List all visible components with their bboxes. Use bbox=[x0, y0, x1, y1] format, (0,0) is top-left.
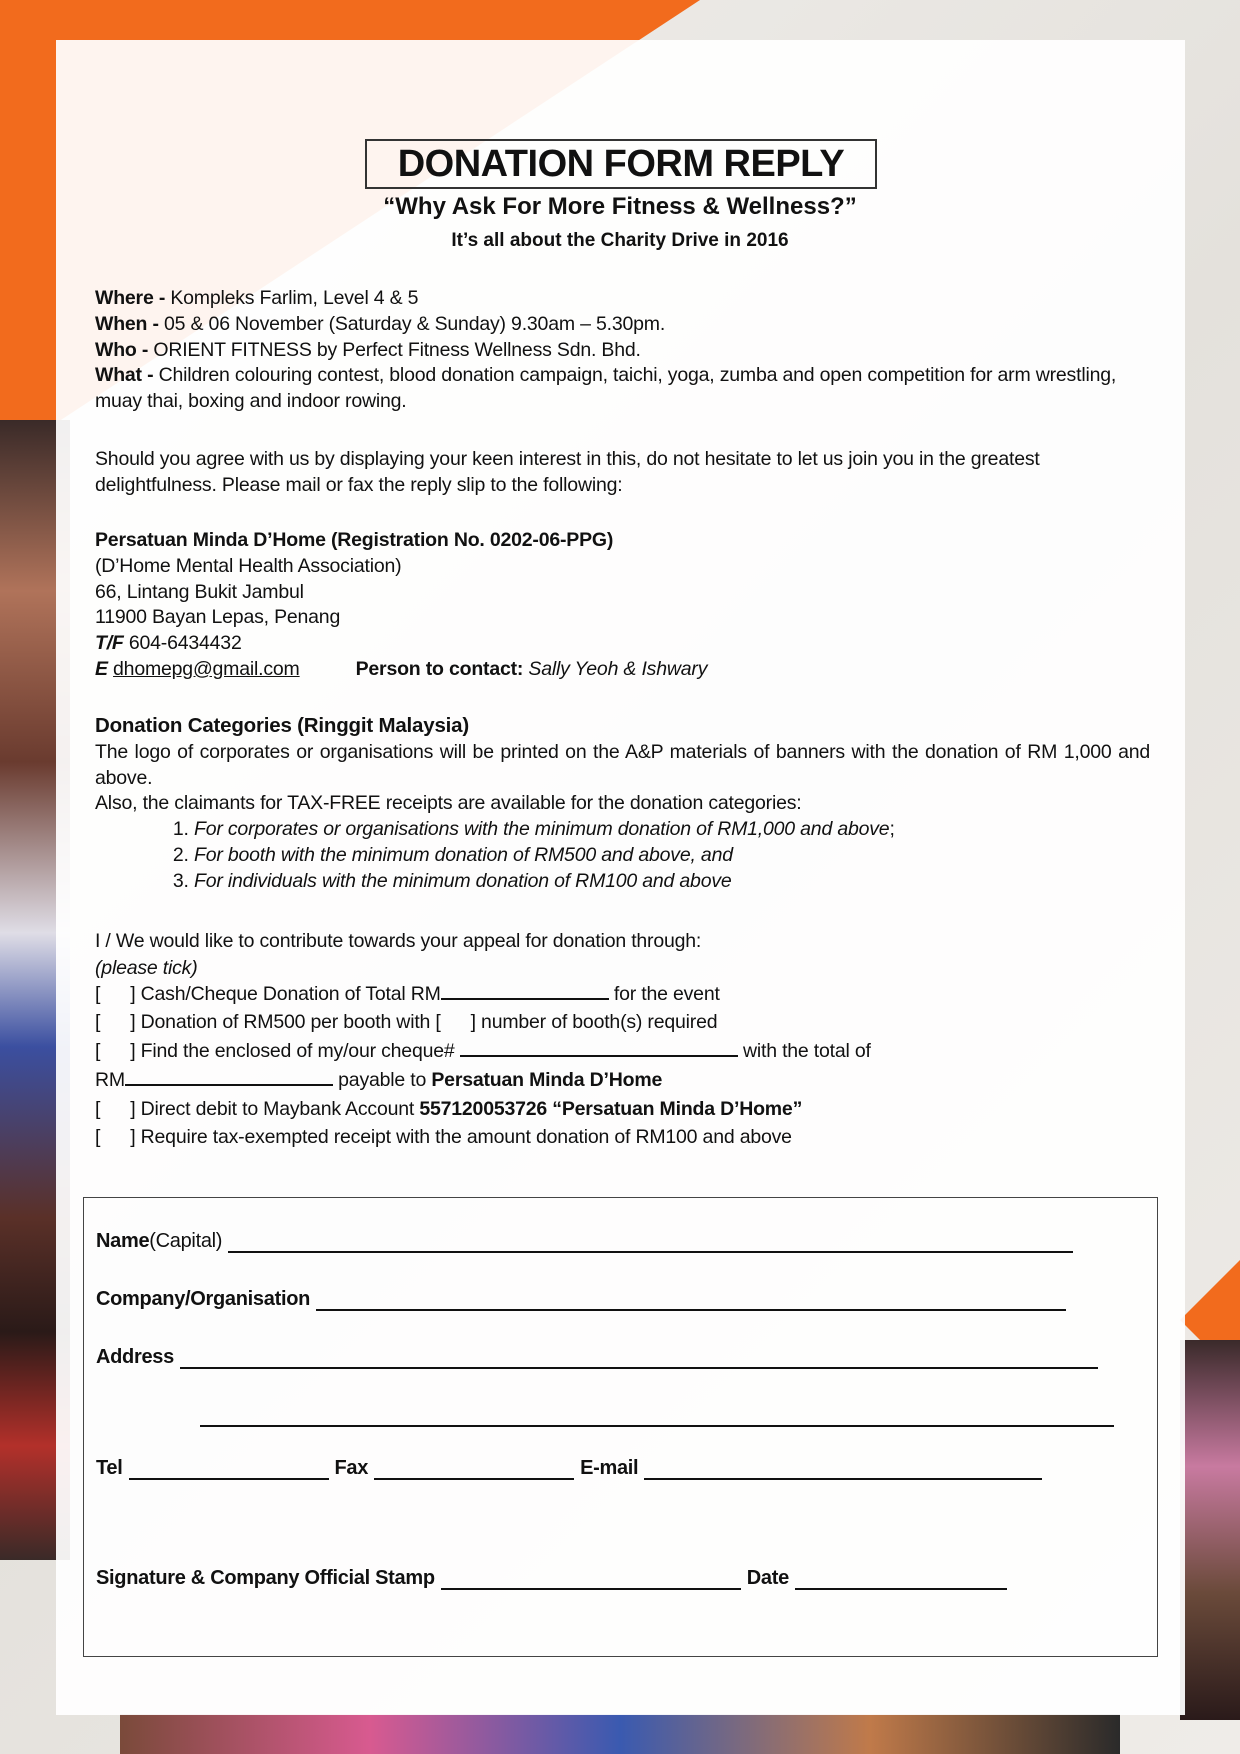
name-row bbox=[96, 1229, 1079, 1253]
tf-label: T/F bbox=[95, 632, 124, 655]
company-row bbox=[96, 1287, 1072, 1311]
who-value: ORIENT FITNESS by Perfect Fitness Wellness Sdn. Bhd. bbox=[148, 338, 641, 361]
address-field-2[interactable] bbox=[200, 1403, 1114, 1427]
reply-slip-form bbox=[83, 1197, 1158, 1657]
address-line-1: 66, Lintang Bukit Jambul bbox=[95, 580, 304, 603]
email-field[interactable] bbox=[644, 1456, 1042, 1480]
name-label: Name bbox=[96, 1230, 150, 1252]
category-item: 3. For individuals with the minimum donation of RM100 and above bbox=[194, 869, 1150, 895]
checkbox-cash[interactable]: [ bbox=[95, 982, 101, 1005]
option-direct-debit[interactable]: [ ] Direct debit to Maybank Account 557120053726 “Persatuan Minda D’Home” bbox=[95, 1097, 803, 1120]
tel-field[interactable] bbox=[129, 1456, 329, 1480]
option-cash[interactable]: [ ] Cash/Cheque Donation of Total RM for the event bbox=[95, 980, 1150, 1009]
when-value: 05 & 06 November (Saturday & Sunday) 9.30am – 5.30pm. bbox=[158, 312, 666, 335]
what-value: Children colouring contest, blood donation campaign, taichi, yoga, zumba and open competition for arm wrestling, muay thai, boxing and indoor rowing. bbox=[95, 364, 1117, 413]
when-label: When - bbox=[95, 312, 159, 335]
category-item: 1. For corporates or organisations with the minimum donation of RM1,000 and above; bbox=[194, 817, 1150, 843]
name-hint: (Capital) bbox=[149, 1230, 223, 1252]
where-value: Kompleks Farlim, Level 4 & 5 bbox=[165, 287, 419, 309]
page-title: DONATION FORM REPLY bbox=[365, 139, 877, 189]
org-english-name: (D’Home Mental Health Association) bbox=[95, 554, 402, 577]
fax-label: Fax bbox=[334, 1457, 369, 1479]
person-names: Sally Yeoh & Ishwary bbox=[528, 657, 708, 680]
signature-label: Signature & Company Official Stamp bbox=[96, 1567, 435, 1589]
org-name: Persatuan Minda D’Home (Registration No. 0202-06-PPG) bbox=[95, 529, 614, 551]
tagline: It’s all about the Charity Drive in 2016 bbox=[451, 230, 789, 251]
categories-text-2: Also, the claimants for TAX-FREE receipts are available for the donation categories: bbox=[95, 792, 802, 815]
company-field[interactable] bbox=[316, 1287, 1066, 1311]
cash-amount-field[interactable] bbox=[441, 980, 609, 1000]
date-field[interactable] bbox=[795, 1566, 1007, 1590]
address-field-1[interactable] bbox=[180, 1345, 1098, 1369]
fax-field[interactable] bbox=[374, 1456, 574, 1480]
tf-number: 604-6434432 bbox=[123, 632, 242, 655]
category-item: 2. For booth with the minimum donation of RM500 and above, and bbox=[194, 843, 1150, 869]
person-label: Person to contact: bbox=[355, 657, 524, 680]
contact-block bbox=[95, 528, 1150, 683]
options-intro: I / We would like to contribute towards your appeal for donation through: bbox=[95, 930, 702, 952]
name-field[interactable] bbox=[228, 1229, 1073, 1253]
donation-options: I / We would like to contribute towards your appeal for donation through: (please tick) [ ] Cash/Cheque Donation of Total RM for the event [ ] Donation of RM500 per booth with [ ] number of booth(s) required [ ] Find the enclosed of my/our cheque# with the total of RM payable to Persatuan Minda D’Home [ ] Direct debit to Maybank Account 557120053726 “Persatuan Minda D’Home” [ ] Require tax-exempted receipt with the amount donation of RM100 and above bbox=[95, 927, 1150, 1152]
intro-paragraph: Should you agree with us by displaying your keen interest in this, do not hesitate to let us join you in the greatest delightfulness. Please mail or fax the reply slip to the following: bbox=[95, 448, 1040, 496]
date-label: Date bbox=[746, 1567, 789, 1589]
options-hint: (please tick) bbox=[95, 956, 198, 979]
option-booth[interactable]: [ ] Donation of RM500 per booth with [ ] number of booth(s) required bbox=[95, 1011, 718, 1034]
where-label: Where - bbox=[95, 287, 166, 309]
event-details bbox=[95, 286, 1150, 415]
categories-text-1: The logo of corporates or organisations will be printed on the A&P materials of banners with the donation of RM 1,000 and above. bbox=[95, 740, 1150, 789]
signature-row bbox=[96, 1566, 1013, 1590]
email-link[interactable]: dhomepg@gmail.com bbox=[113, 657, 300, 680]
what-label: What - bbox=[95, 364, 154, 387]
address-label: Address bbox=[96, 1346, 174, 1368]
subtitle: “Why Ask For More Fitness & Wellness?” bbox=[383, 193, 857, 220]
donation-categories bbox=[95, 713, 1150, 895]
address-row bbox=[96, 1345, 1104, 1369]
email-form-label: E-mail bbox=[580, 1457, 639, 1479]
company-label: Company/Organisation bbox=[96, 1288, 311, 1310]
checkbox-tax-receipt[interactable]: [ bbox=[95, 1126, 101, 1149]
checkbox-direct-debit[interactable]: [ bbox=[95, 1097, 101, 1120]
tel-label: Tel bbox=[96, 1457, 123, 1479]
contact-row bbox=[96, 1456, 1048, 1480]
checkbox-booth[interactable]: [ bbox=[95, 1011, 101, 1034]
checkbox-cheque[interactable]: [ bbox=[95, 1040, 101, 1063]
option-cheque[interactable]: [ ] Find the enclosed of my/our cheque# with the total of bbox=[95, 1037, 1150, 1066]
email-label: E bbox=[95, 657, 108, 680]
fitness-photo-strip-right bbox=[1180, 1340, 1240, 1720]
cheque-number-field[interactable] bbox=[460, 1037, 738, 1057]
intro-text bbox=[95, 447, 1150, 499]
account-number: 557120053726 bbox=[419, 1097, 548, 1120]
cheque-amount-field[interactable] bbox=[125, 1066, 333, 1086]
who-label: Who - bbox=[95, 338, 149, 361]
signature-field[interactable] bbox=[441, 1566, 741, 1590]
address-row-2 bbox=[194, 1403, 1120, 1427]
fitness-photo-strip-bottom bbox=[120, 1714, 1120, 1754]
address-line-2: 11900 Bayan Lepas, Penang bbox=[95, 606, 341, 629]
categories-heading: Donation Categories (Ringgit Malaysia) bbox=[95, 714, 469, 737]
option-tax-receipt[interactable]: [ ] Require tax-exempted receipt with the amount donation of RM100 and above bbox=[95, 1126, 792, 1149]
